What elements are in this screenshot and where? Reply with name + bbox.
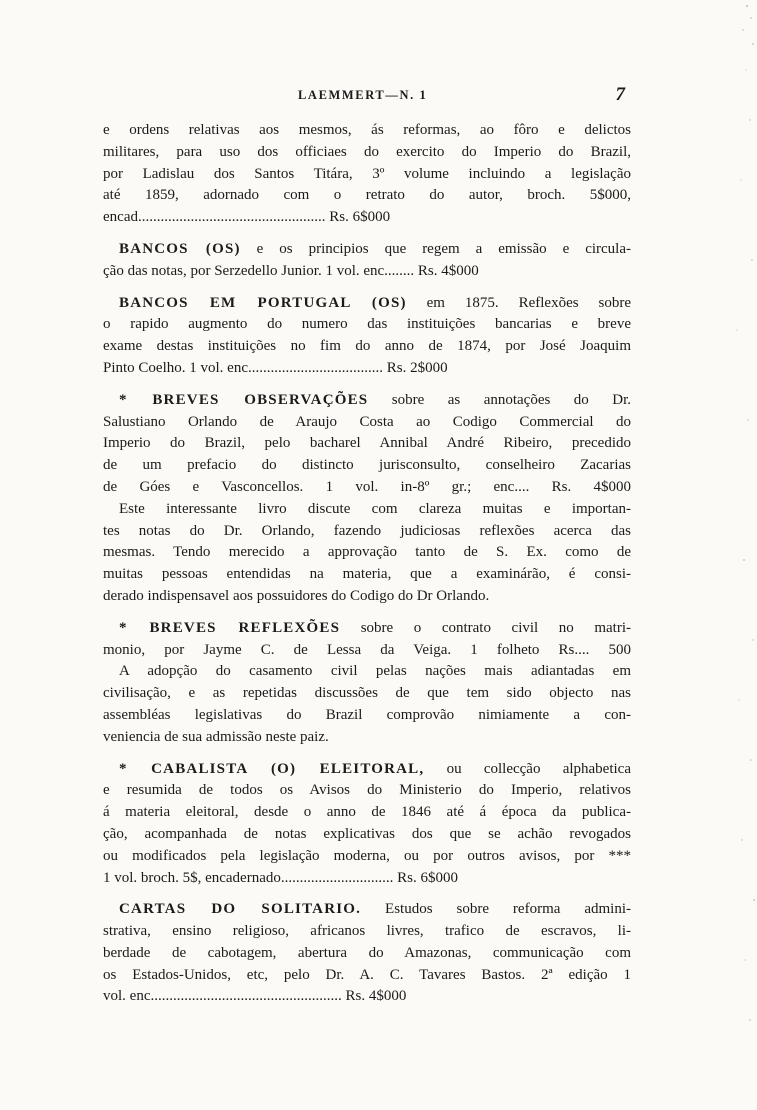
entry-line: até 1859, adornado com o retrato do autor, broch. 5$000, [103, 187, 631, 204]
entry-line: de Góes e Vasconcellos. 1 vol. in-8º gr.; enc.... Rs. 4$000 [103, 478, 631, 495]
entry-line: civilisação, e as repetidas discussões de que tem sido objecto nas [103, 685, 631, 702]
catalog-entry [103, 293, 631, 380]
entry-headword: BANCOS (OS) [119, 240, 241, 257]
entry-headword: CARTAS DO SOLITARIO. [119, 901, 362, 918]
entry-headword: * BREVES OBSERVAÇÕES [119, 391, 369, 408]
entry-line: berdade de cabotagem, abertura do Amazonas, communicação com [103, 944, 631, 961]
entry-line: por Ladislau dos Santos Titára, 3º volume incluindo a legislação [103, 165, 631, 182]
entry-line: sobre o contrato civil no matri- [340, 619, 631, 636]
entry-headword: BANCOS EM PORTUGAL (OS) [119, 294, 407, 311]
entry-line: Pinto Coelho. 1 vol. enc.................................... Rs. 2$000 [103, 359, 448, 376]
entry-line: mesmas. Tendo merecido a approvação tanto de S. Ex. como de [103, 544, 631, 561]
entry-line: militares, para uso dos officiaes do exercito do Imperio do Brazil, [103, 143, 631, 160]
entry-line: tes notas do Dr. Orlando, fazendo judiciosas reflexões acerca das [103, 522, 631, 539]
entry-line: vol. enc................................................... Rs. 4$000 [103, 988, 407, 1005]
catalog-entry [103, 120, 631, 229]
entry-line: em 1875. Reflexões sobre [406, 294, 631, 311]
catalog-entry [103, 899, 631, 1008]
entry-headword: * CABALISTA (O) ELEITORAL, [119, 760, 425, 777]
entry-line: e resumida de todos os Avisos do Ministerio do Imperio, relativos [103, 782, 631, 799]
entry-line: ou modificados pela legislação moderna, ou por outros avisos, por *** [103, 847, 631, 864]
entry-line: exame destas instituições no fim do anno de 1874, por José Joaquim [103, 338, 631, 355]
entry-line: e os principios que regem a emissão e circula- [240, 240, 631, 257]
entry-line: muitas pessoas entendidas na materia, que a examinárão, é consi- [103, 566, 631, 583]
catalog-entry [103, 239, 631, 283]
entry-line: ou collecção alphabetica [424, 760, 631, 777]
catalog-entry [103, 618, 631, 749]
entry-line: Estudos sobre reforma admini- [361, 901, 631, 918]
entry-line: assembléas legislativas do Brazil comprovão nimiamente a con- [103, 706, 631, 723]
catalog-page [103, 84, 631, 1008]
entry-line: o rapido augmento do numero das instituições bancarias e breve [103, 316, 631, 333]
entry-line: ção, acompanhada de notas explicativas dos que se achão revogados [103, 825, 631, 842]
entry-line: veniencia de sua admissão neste paiz. [103, 728, 329, 745]
entry-line: e ordens relativas aos mesmos, ás reformas, ao fôro e delictos [103, 122, 631, 138]
paper-edge-specks [717, 0, 757, 1110]
running-head: LAEMMERT—N. 1 [298, 88, 428, 102]
entry-line: Salustiano Orlando de Araujo Costa ao Codigo Commercial do [103, 413, 631, 430]
page-number: 7 [615, 84, 625, 105]
entry-line: 1 vol. broch. 5$, encadernado.............................. Rs. 6$000 [103, 869, 458, 886]
catalog-entry [103, 390, 631, 608]
page-header [103, 84, 631, 120]
entry-line: os Estados-Unidos, etc, pelo Dr. A. C. Tavares Bastos. 2ª edição 1 [103, 966, 631, 983]
entry-headword: * BREVES REFLEXÕES [119, 619, 341, 636]
entry-line: monio, por Jayme C. de Lessa da Veiga. 1 folheto Rs.... 500 [103, 641, 631, 658]
entry-line: ção das notas, por Serzedello Junior. 1 vol. enc........ Rs. 4$000 [103, 262, 479, 279]
entry-line: encad.................................................. Rs. 6$000 [103, 209, 391, 226]
entry-line: Imperio do Brazil, pelo bacharel Annibal André Ribeiro, precedido [103, 435, 631, 452]
entry-line: A adopção do casamento civil pelas nações mais adiantadas em [119, 663, 631, 680]
catalog-entry [103, 759, 631, 890]
entry-line: Este interessante livro discute com clareza muitas e importan- [119, 500, 631, 517]
entry-line: á materia eleitoral, desde o anno de 1846 até á época da publica- [103, 804, 631, 821]
entry-line: de um prefacio do distincto jurisconsulto, conselheiro Zacarias [103, 457, 631, 474]
entry-line: derado indispensavel aos possuidores do Codigo do Dr Orlando. [103, 587, 490, 604]
entry-line: strativa, ensino religioso, africanos livres, trafico de escravos, li- [103, 923, 631, 940]
entry-line: sobre as annotações do Dr. [368, 391, 631, 408]
